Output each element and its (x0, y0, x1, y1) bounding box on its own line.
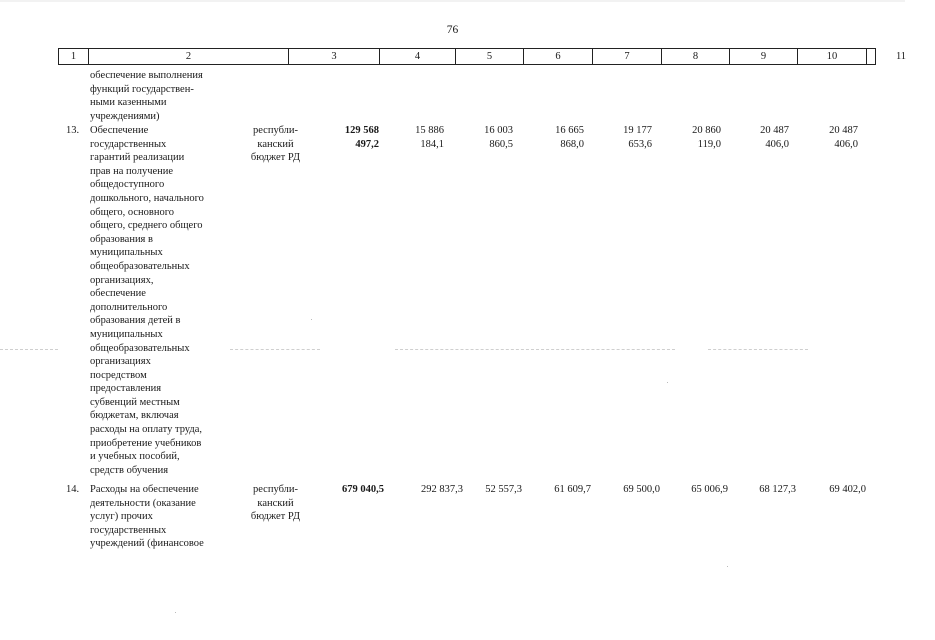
text-line: деятельности (оказание (90, 497, 196, 509)
year-value-col11 (808, 124, 858, 151)
year-value-col5 (397, 124, 444, 151)
year-value-col9 (671, 483, 728, 497)
value-line: 868,0 (560, 138, 584, 150)
value-line: 119,0 (697, 138, 721, 150)
scan-artifact-line (0, 349, 58, 350)
scan-artifact-line (230, 349, 320, 350)
text-line: общего, среднего общего (90, 220, 203, 232)
column-header-5: 5 (456, 49, 524, 64)
year-value-col7 (534, 483, 591, 497)
text-line: общеобразовательных (90, 342, 190, 354)
text-line: субвенций местным (90, 396, 180, 408)
total-value (321, 124, 379, 151)
text-line: обеспечение (90, 288, 146, 300)
value-line: 184,1 (420, 138, 444, 150)
funding-source (230, 483, 321, 524)
value-line: 52 557,3 (485, 484, 522, 495)
column-header-10: 10 (798, 49, 867, 64)
text-line: обеспечение выполнения (90, 70, 203, 81)
table-header-row (58, 48, 907, 65)
column-header-3: 3 (289, 49, 380, 64)
year-value-col10 (739, 124, 789, 151)
value-line: 406,0 (765, 138, 789, 150)
text-line: посредством (90, 369, 147, 381)
text-line: и учебных пособий, (90, 451, 180, 463)
year-value-col5 (397, 483, 463, 497)
row-description (90, 483, 204, 551)
text-line: дошкольного, начального (90, 192, 204, 204)
scan-speck (311, 319, 312, 320)
text-line: гарантий реализации (90, 152, 185, 164)
value-line: 15 886 (415, 125, 444, 136)
value-line: 292 837,3 (421, 484, 463, 495)
text-line: муниципальных (90, 328, 163, 340)
text-line: общеобразовательных (90, 260, 190, 272)
text-line: государственных (90, 524, 167, 536)
value-line: 20 487 (829, 125, 858, 136)
scan-artifact-line (395, 349, 675, 350)
text-line: прав на получение (90, 165, 174, 177)
year-value-col10 (739, 483, 796, 497)
column-header-1: 1 (59, 49, 89, 64)
value-line: 20 487 (760, 125, 789, 136)
column-header-4: 4 (380, 49, 456, 64)
column-header-6: 6 (524, 49, 593, 64)
value-line: 497,2 (355, 138, 379, 150)
row-number: 13. (66, 125, 80, 136)
text-line: учреждениями) (90, 110, 160, 122)
page-number: 76 (446, 24, 459, 36)
year-value-col6 (465, 483, 522, 497)
text-line: услуг) прочих (90, 511, 153, 523)
total-value (321, 483, 384, 497)
text-line: расходы на оплату труда, (90, 424, 203, 436)
value-line: 65 006,9 (691, 484, 728, 495)
text-line: образования в (90, 233, 153, 245)
scan-speck (727, 566, 728, 567)
text-line: бюджет РД (250, 511, 301, 523)
value-line: 61 609,7 (554, 484, 591, 495)
text-line: ными казенными (90, 97, 167, 109)
scan-artifact-line (708, 349, 808, 350)
row-number: 14. (66, 484, 80, 495)
column-header-8: 8 (662, 49, 730, 64)
funding-source (230, 124, 321, 165)
value-line: 16 003 (484, 125, 513, 136)
year-value-col7 (534, 124, 584, 151)
text-line: предоставления (90, 383, 162, 395)
text-line: учреждений (финансовое (90, 538, 204, 550)
scan-edge (0, 0, 905, 2)
year-value-col8 (603, 124, 652, 151)
value-line: 406,0 (834, 138, 858, 150)
text-line: Обеспечение (90, 125, 149, 136)
text-line: канский (257, 138, 294, 150)
text-line: организациях (90, 356, 151, 368)
year-value-col9 (671, 124, 721, 151)
value-line: 20 860 (692, 125, 721, 136)
value-line: 68 127,3 (759, 484, 796, 495)
text-line: общего, основного (90, 206, 175, 218)
value-line: 860,5 (489, 138, 513, 150)
value-line: 653,6 (628, 138, 652, 150)
year-value-col6 (465, 124, 513, 151)
continuation-description (90, 69, 203, 123)
text-line: государственных (90, 138, 167, 150)
text-line: бюджет РД (250, 152, 301, 164)
year-value-col8 (603, 483, 660, 497)
text-line: дополнительного (90, 301, 168, 313)
text-line: организациях, (90, 274, 154, 286)
column-header-2: 2 (89, 49, 289, 64)
text-line: канский (257, 497, 294, 509)
text-line: функций государствен- (90, 83, 194, 95)
value-line: 19 177 (623, 125, 652, 136)
value-line: 679 040,5 (342, 484, 384, 495)
row-description (90, 124, 204, 477)
text-line: республи- (253, 484, 298, 495)
column-header-9: 9 (730, 49, 798, 64)
text-line: образования детей в (90, 315, 181, 327)
text-line: бюджетам, включая (90, 410, 179, 422)
text-line: общедоступного (90, 179, 165, 191)
value-line: 129 568 (344, 125, 379, 136)
scan-speck (667, 382, 668, 383)
text-line: средств обучения (90, 464, 169, 476)
text-line: Расходы на обеспечение (90, 484, 199, 495)
value-line: 69 500,0 (623, 484, 660, 495)
text-line: республи- (253, 125, 298, 136)
text-line: муниципальных (90, 247, 163, 259)
text-line: приобретение учебников (90, 437, 202, 449)
column-header-11: 11 (895, 51, 907, 62)
year-value-col11 (808, 483, 866, 497)
column-header-7: 7 (593, 49, 662, 64)
value-line: 69 402,0 (829, 484, 866, 495)
value-line: 16 665 (555, 125, 584, 136)
scan-speck (175, 612, 176, 613)
